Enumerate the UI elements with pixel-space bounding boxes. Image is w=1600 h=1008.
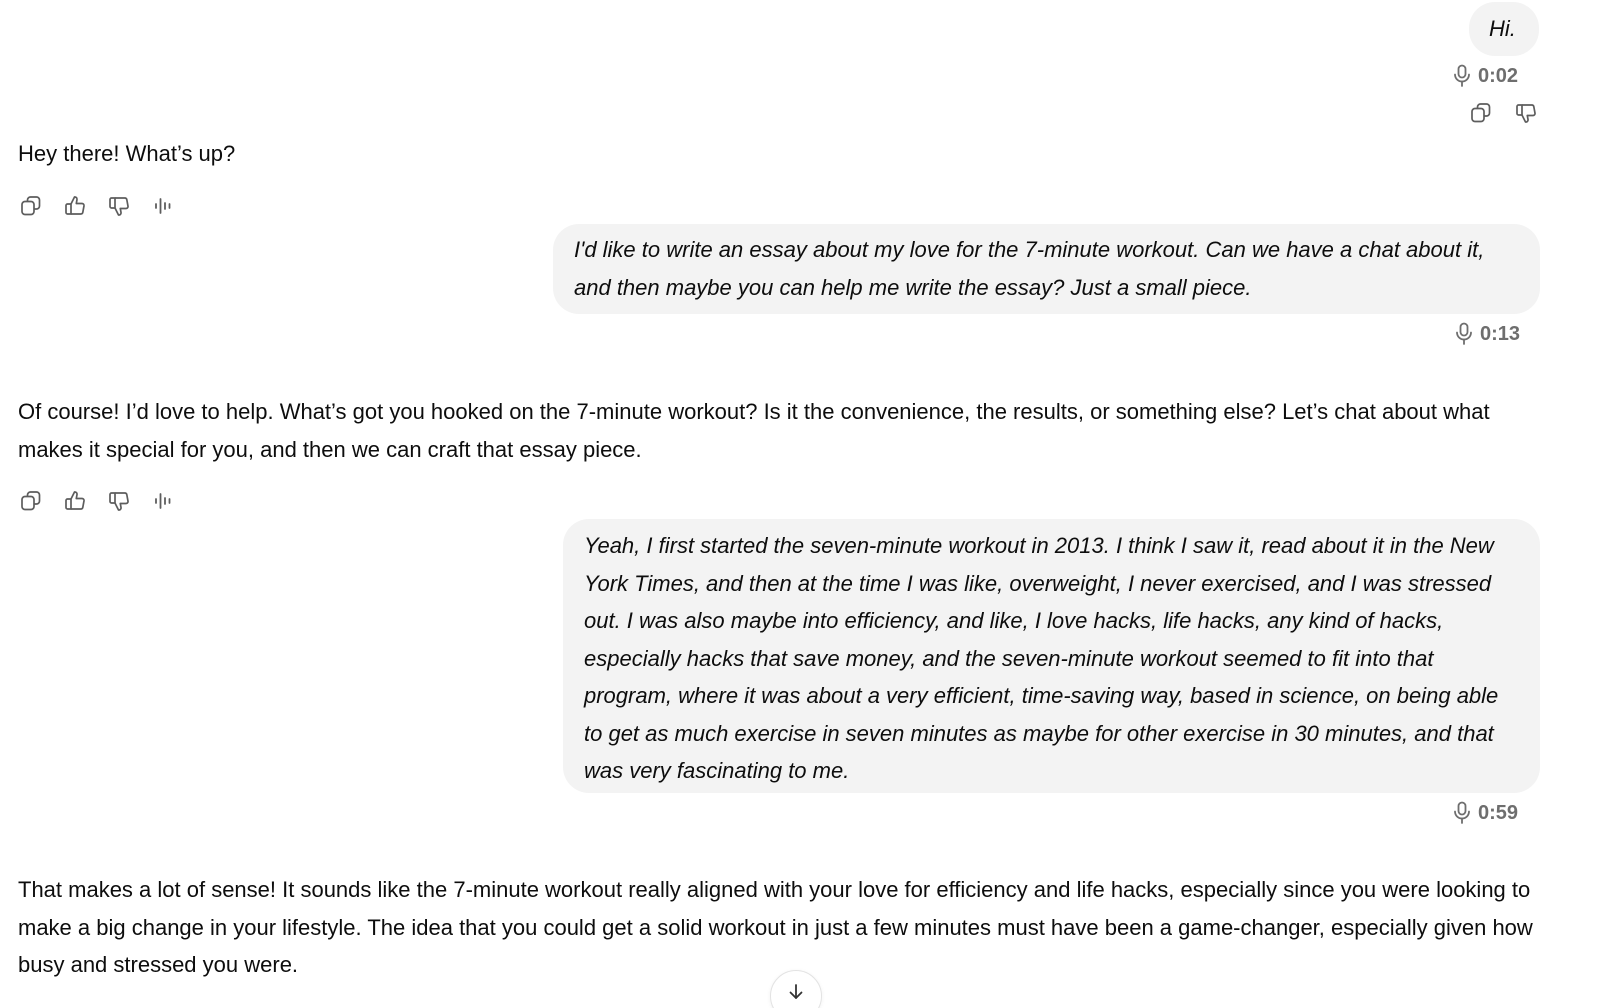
- thumbs-down-icon[interactable]: [106, 488, 131, 513]
- audio-waveform-icon[interactable]: [150, 193, 175, 218]
- assistant-message-text: Of course! I’d love to help. What’s got you hooked on the 7-minute workout? Is it the convenience, the results, or something else? Let’s chat about what makes it special for you, and then we can craft that essay piece.: [18, 399, 1490, 462]
- arrow-down-icon: [786, 982, 806, 1007]
- thumbs-up-icon[interactable]: [62, 488, 87, 513]
- voice-duration: [1455, 322, 1520, 346]
- thumbs-down-icon[interactable]: [1513, 100, 1538, 125]
- user-message-bubble: [1469, 2, 1539, 56]
- user-message-text: I'd like to write an essay about my love for the 7-minute workout. Can we have a chat about it, and then maybe you can help me write the essay? Just a small piece.: [574, 237, 1485, 300]
- copy-icon[interactable]: [18, 488, 43, 513]
- voice-duration: [1453, 801, 1518, 825]
- assistant-message-actions: [18, 193, 175, 218]
- microphone-icon: [1453, 801, 1471, 825]
- user-message-bubble: [563, 519, 1540, 793]
- user-message-text: Yeah, I first started the seven-minute workout in 2013. I think I saw it, read about it in the New York Times, and then at the time I was like, overweight, I never exercised, and I was stressed out. I was also maybe into efficiency, and like, I love hacks, life hacks, any kind of hacks, especially hacks that save money, and the seven-minute workout seemed to fit into that program, where it was about a very efficient, time-saving way, based in science, on being able to get as much exercise in seven minutes as maybe for other exercise in 30 minutes, and that was very fascinating to me.: [584, 533, 1499, 783]
- assistant-message-text: Hey there! What’s up?: [18, 141, 236, 166]
- assistant-message-text: That makes a lot of sense! It sounds like the 7-minute workout really aligned with your love for efficiency and life hacks, especially since you were looking to make a big change in your lifestyle. The idea that you could get a solid workout in just a few minutes must have been a game-changer, especially given how busy and stressed you were.: [18, 877, 1533, 977]
- voice-duration-text: 0:59: [1477, 801, 1518, 824]
- microphone-icon: [1455, 322, 1473, 346]
- thumbs-down-icon[interactable]: [106, 193, 131, 218]
- audio-waveform-icon[interactable]: [150, 488, 175, 513]
- assistant-message-actions: [18, 488, 175, 513]
- user-message-text: Hi.: [1489, 16, 1516, 41]
- microphone-icon: [1453, 64, 1471, 88]
- thumbs-up-icon[interactable]: [62, 193, 87, 218]
- user-message-actions: [1468, 100, 1538, 125]
- user-message-bubble: [553, 224, 1540, 314]
- copy-icon[interactable]: [1468, 100, 1493, 125]
- voice-duration: [1453, 64, 1518, 88]
- voice-duration-text: 0:13: [1479, 322, 1520, 345]
- copy-icon[interactable]: [18, 193, 43, 218]
- voice-duration-text: 0:02: [1477, 64, 1518, 87]
